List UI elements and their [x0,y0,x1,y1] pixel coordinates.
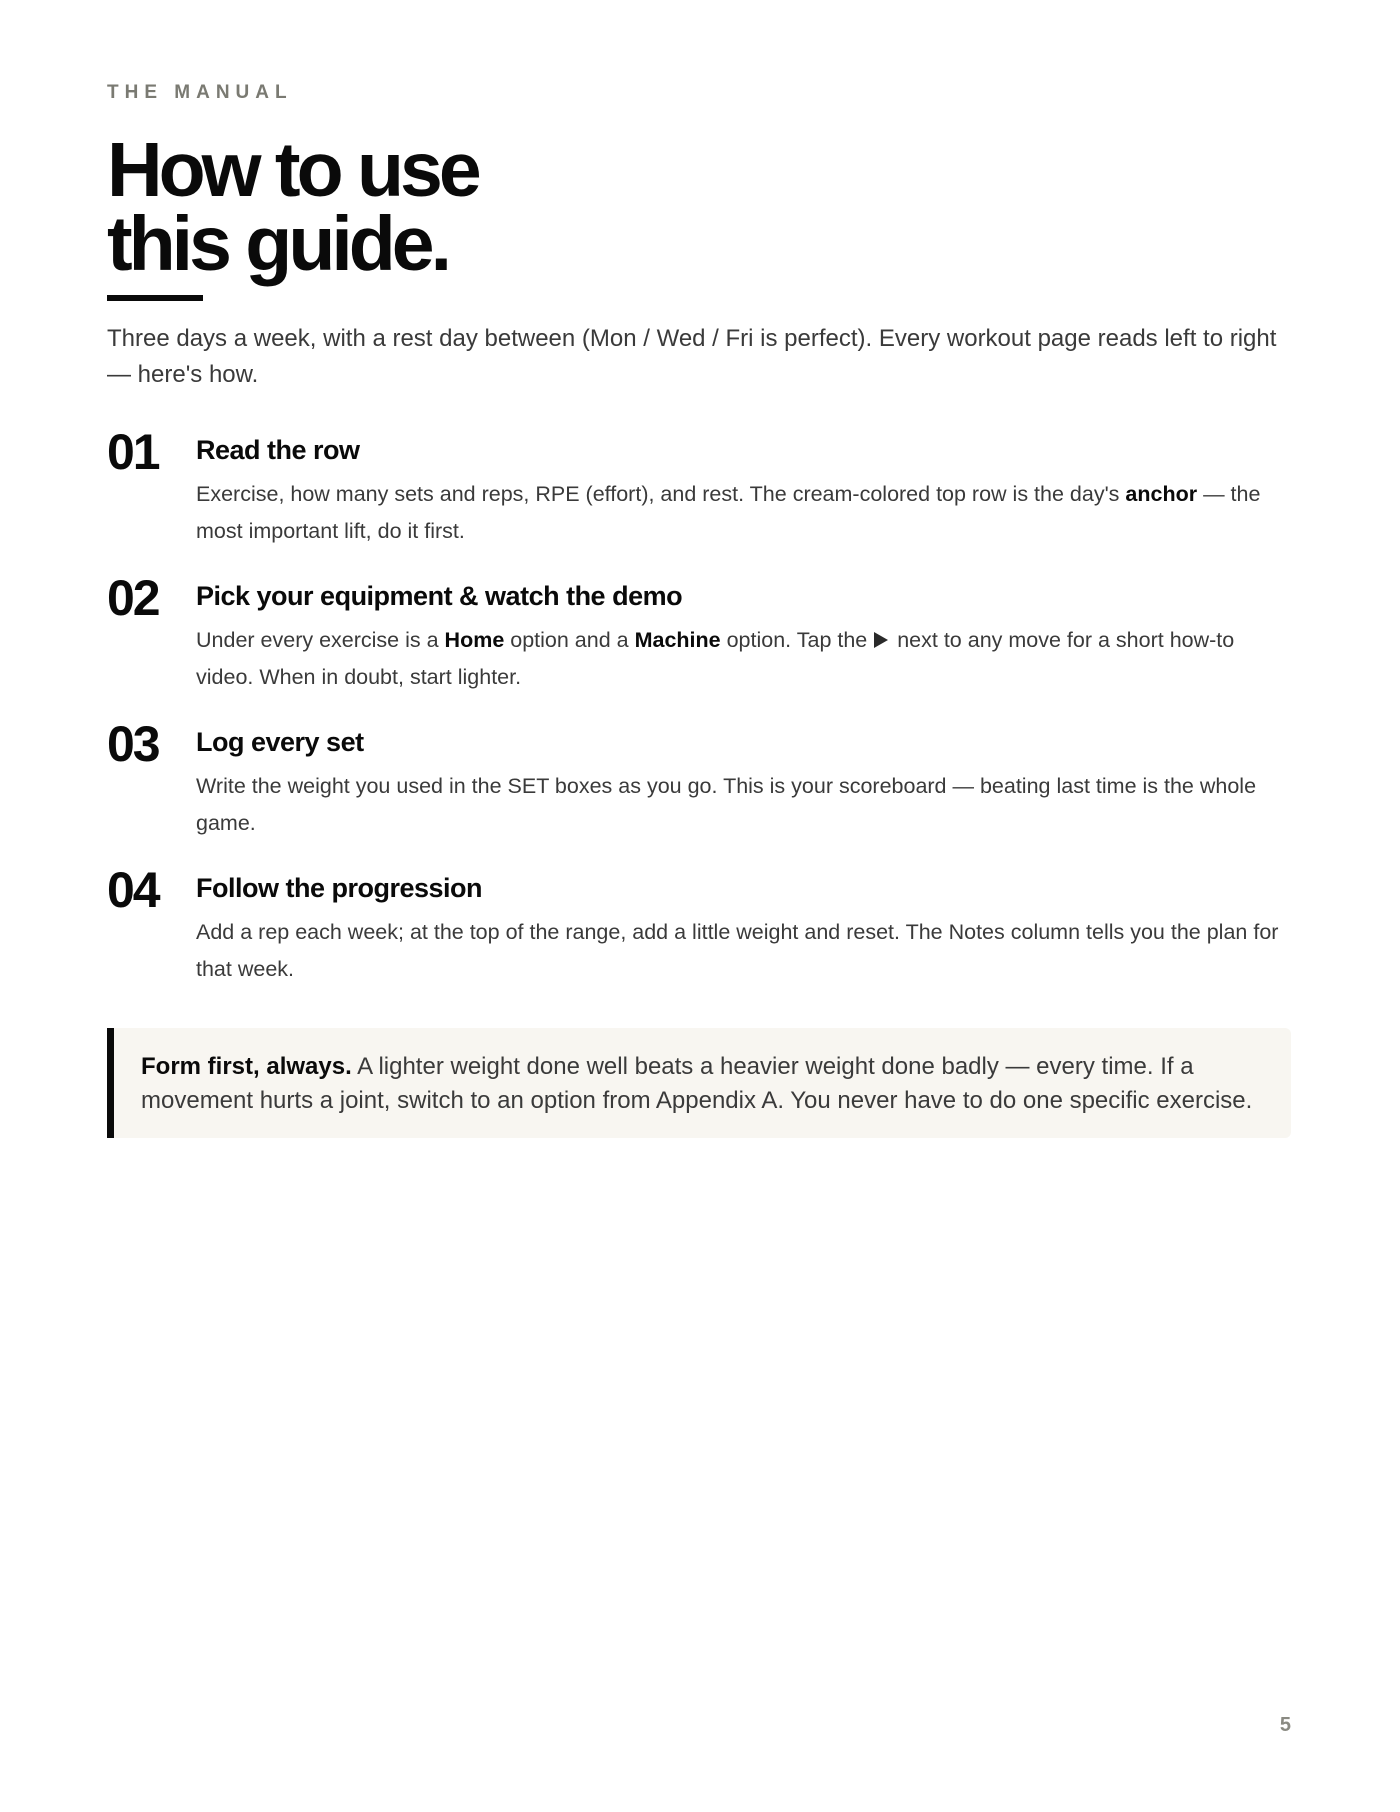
step-number: 01 [107,424,159,480]
page-number: 5 [1279,1714,1291,1736]
step-body: Write the weight you used in the SET boxes as you go. This is your scoreboard — beating last time is the whole game. [196,774,1257,835]
callout-heading: Form first, always. [141,1053,352,1080]
step-body-text: next to any move for a short how-to video. When in doubt, start lighter. [196,628,1235,689]
section-eyebrow: THE MANUAL [107,82,293,103]
step-body-text: Under every exercise is a [196,628,445,652]
page [107,0,1291,1812]
play-icon [874,632,888,648]
machine-emphasis: Machine [634,628,721,652]
step-title: Pick your equipment & watch the demo [196,581,683,611]
page-title-line-1: How to use [107,127,478,213]
step-body-text: option and a [504,628,635,652]
home-emphasis: Home [444,628,505,652]
step-title: Read the row [196,435,360,465]
page-title [107,127,478,287]
intro-paragraph: Three days a week, with a rest day between (Mon / Wed / Fri is perfect). Every workout page reads left to right — here's how. [107,325,1277,388]
step-number: 02 [107,570,159,626]
step-title: Log every set [196,727,364,757]
step-body [196,622,1291,696]
callout-text: A lighter weight done well beats a heavier weight done badly — every time. If a movement hurts a joint, switch to an option from Appendix A. You never have to do one specific exercise. [141,1053,1253,1114]
step-number: 04 [107,862,159,918]
step-body-text: option. Tap the [720,628,874,652]
page-title-line-2: this guide. [107,201,448,287]
step-body-text: Exercise, how many sets and reps, RPE (effort), and rest. The cream-colored top row is the day's [196,482,1126,506]
step-body-text: — the most important lift, do it first. [196,482,1261,543]
step-number: 03 [107,716,159,772]
step-body [196,476,1291,550]
form-first-callout [107,1028,1291,1138]
title-underline [107,295,203,301]
step-title: Follow the progression [196,873,483,903]
step-body: Add a rep each week; at the top of the range, add a little weight and reset. The Notes column tells you the plan for that week. [196,920,1279,981]
anchor-emphasis: anchor [1125,482,1198,506]
